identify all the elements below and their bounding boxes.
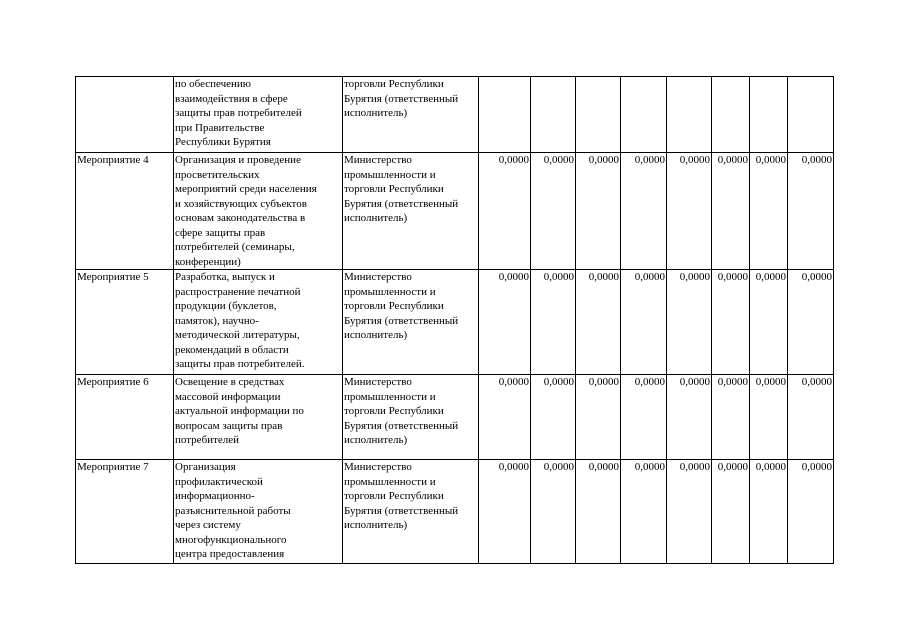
activity-name-cell: Организация профилактической информационно- разъяснительной работы через систему многофункционального центра предоставления (174, 460, 343, 564)
value-cell: 0,0000 (667, 270, 712, 375)
value-cell: 0,0000 (750, 153, 788, 270)
activity-code-cell: Мероприятие 6 (76, 375, 174, 460)
table-row (76, 460, 834, 564)
value-cell (621, 77, 667, 153)
value-cell (479, 77, 531, 153)
value-cell: 0,0000 (788, 270, 834, 375)
executor-cell: торговли Республики Бурятия (ответственный исполнитель) (343, 77, 479, 153)
executor-cell: Министерство промышленности и торговли Республики Бурятия (ответственный исполнитель) (343, 270, 479, 375)
value-cell: 0,0000 (621, 270, 667, 375)
value-cell: 0,0000 (788, 375, 834, 460)
value-cell: 0,0000 (576, 460, 621, 564)
value-cell: 0,0000 (667, 460, 712, 564)
value-cell (576, 77, 621, 153)
value-cell: 0,0000 (531, 460, 576, 564)
value-cell: 0,0000 (576, 153, 621, 270)
value-cell: 0,0000 (531, 153, 576, 270)
value-cell: 0,0000 (667, 375, 712, 460)
table-row (76, 375, 834, 460)
executor-cell: Министерство промышленности и торговли Республики Бурятия (ответственный исполнитель) (343, 460, 479, 564)
activity-name-cell: Разработка, выпуск и распространение печатной продукции (буклетов, памяток), научно- методической литературы, рекомендаций в области защиты прав потребителей. (174, 270, 343, 375)
value-cell: 0,0000 (621, 460, 667, 564)
value-cell (667, 77, 712, 153)
value-cell: 0,0000 (576, 270, 621, 375)
table-row (76, 77, 834, 153)
activity-code-cell: Мероприятие 4 (76, 153, 174, 270)
value-cell: 0,0000 (712, 270, 750, 375)
value-cell (750, 77, 788, 153)
value-cell: 0,0000 (621, 153, 667, 270)
value-cell: 0,0000 (788, 153, 834, 270)
value-cell: 0,0000 (479, 270, 531, 375)
value-cell: 0,0000 (621, 375, 667, 460)
table-row (76, 270, 834, 375)
value-cell: 0,0000 (712, 153, 750, 270)
value-cell: 0,0000 (531, 375, 576, 460)
table-row (76, 153, 834, 270)
value-cell: 0,0000 (667, 153, 712, 270)
value-cell (788, 77, 834, 153)
value-cell: 0,0000 (576, 375, 621, 460)
activity-code-cell: Мероприятие 7 (76, 460, 174, 564)
activity-code-cell (76, 77, 174, 153)
value-cell: 0,0000 (788, 460, 834, 564)
value-cell: 0,0000 (750, 460, 788, 564)
value-cell: 0,0000 (750, 375, 788, 460)
value-cell: 0,0000 (712, 460, 750, 564)
activity-name-cell: Освещение в средствах массовой информации актуальной информации по вопросам защиты прав потребителей (174, 375, 343, 460)
activity-name-cell: Организация и проведение просветительских мероприятий среди населения и хозяйствующих субъектов основам законодательства в сфере защиты прав потребителей (семинары, конференции) (174, 153, 343, 270)
value-cell: 0,0000 (479, 153, 531, 270)
value-cell (712, 77, 750, 153)
executor-cell: Министерство промышленности и торговли Республики Бурятия (ответственный исполнитель) (343, 375, 479, 460)
value-cell: 0,0000 (712, 375, 750, 460)
value-cell: 0,0000 (750, 270, 788, 375)
activity-code-cell: Мероприятие 5 (76, 270, 174, 375)
value-cell: 0,0000 (531, 270, 576, 375)
value-cell: 0,0000 (479, 375, 531, 460)
activity-name-cell: по обеспечению взаимодействия в сфере защиты прав потребителей при Правительстве Республики Бурятия (174, 77, 343, 153)
value-cell: 0,0000 (479, 460, 531, 564)
activities-table (75, 76, 834, 564)
executor-cell: Министерство промышленности и торговли Республики Бурятия (ответственный исполнитель) (343, 153, 479, 270)
value-cell (531, 77, 576, 153)
